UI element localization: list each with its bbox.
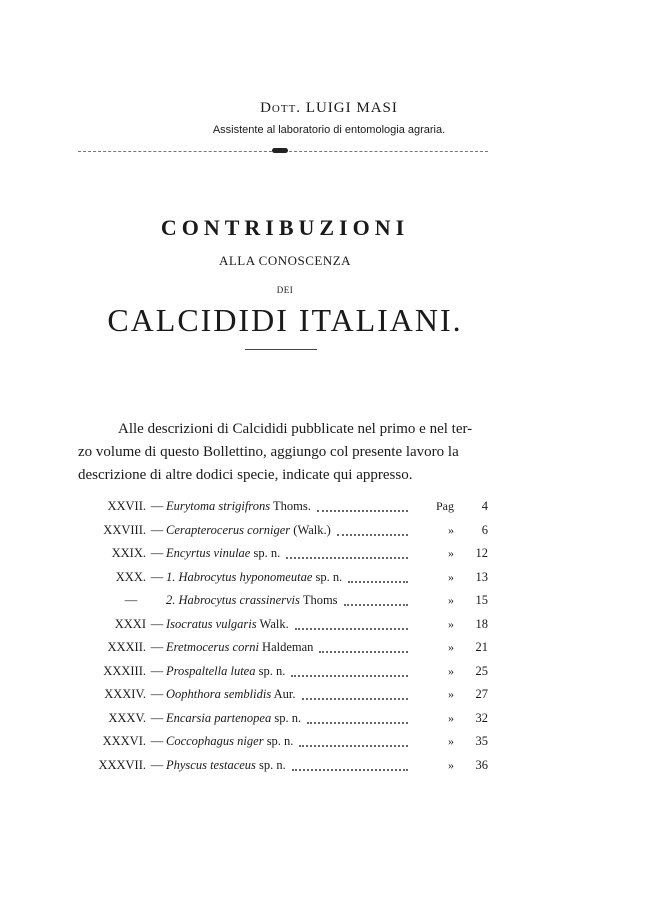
toc-entry	[78, 496, 488, 520]
toc-entry-dash: —	[124, 593, 138, 607]
toc-leader-dots	[302, 678, 408, 700]
toc-entry-author: sp. n.	[274, 710, 302, 725]
toc-entry-page: 36	[475, 757, 488, 772]
title-divider	[245, 349, 317, 350]
toc-entry-page-prefix: »	[448, 757, 454, 772]
toc-entry-author: (Walk.)	[293, 522, 331, 537]
toc-leader-dots	[292, 749, 408, 771]
toc-entry-species: Cerapterocerus corniger	[166, 522, 291, 537]
toc-entry-dash: —	[150, 757, 164, 772]
toc-entry-species: Coccophagus niger	[166, 734, 264, 748]
divider-ornament-icon	[272, 148, 288, 153]
toc-entry-author: sp. n.	[315, 569, 343, 584]
table-of-contents	[78, 496, 488, 778]
toc-entry-dash: —	[150, 569, 164, 584]
toc-entry-author: sp. n.	[266, 734, 294, 748]
toc-entry	[78, 614, 488, 638]
toc-leader-dots	[319, 631, 408, 653]
toc-entry-title	[166, 496, 311, 516]
toc-entry-species: Isocratus vulgaris	[166, 616, 257, 631]
toc-entry-author: Haldeman	[262, 640, 314, 654]
toc-entry-author: sp. n.	[258, 663, 286, 678]
toc-entry-dash: —	[150, 663, 164, 678]
toc-entry-species: 1. Habrocytus hyponomeutae	[166, 569, 313, 584]
toc-entry	[78, 661, 488, 685]
intro-paragraph	[78, 418, 486, 487]
toc-entry-page-prefix: »	[448, 640, 454, 654]
toc-leader-dots	[299, 725, 408, 747]
toc-entry-author: Thoms.	[272, 499, 311, 513]
toc-entry-page-prefix: »	[448, 734, 454, 748]
toc-entry	[78, 637, 488, 661]
toc-entry	[78, 590, 488, 614]
toc-entry-species: Physcus testaceus	[166, 757, 256, 772]
toc-entry-title	[166, 755, 286, 775]
toc-entry-dash: —	[150, 522, 164, 537]
toc-entry-species: Eurytoma strigifrons	[166, 499, 271, 513]
toc-entry-author: Thoms	[302, 593, 338, 607]
toc-entry-dash: —	[150, 616, 164, 631]
toc-entry-page: 12	[475, 546, 488, 560]
toc-leader-dots	[348, 561, 408, 583]
toc-entry-number: XXXIV.	[104, 687, 146, 701]
toc-entry-page-prefix: »	[448, 569, 454, 584]
author-line	[0, 100, 658, 117]
toc-leader-dots	[286, 537, 408, 559]
toc-entry-dash: —	[150, 546, 164, 560]
toc-entry	[78, 567, 488, 591]
toc-entry-page-prefix: Pag	[436, 499, 454, 513]
toc-entry-number: XXXI	[114, 616, 146, 631]
toc-entry-page-prefix: »	[448, 616, 454, 631]
toc-leader-dots	[337, 514, 408, 536]
toc-leader-dots	[291, 655, 408, 677]
main-title: CALCIDIDI ITALIANI.	[107, 302, 463, 338]
toc-entry-page: 27	[475, 687, 488, 701]
toc-entry-page-prefix: »	[448, 687, 454, 701]
toc-entry-author: sp. n.	[253, 546, 281, 560]
intro-line: zo volume di questo Bollettino, aggiungo col presente lavoro la	[78, 444, 459, 460]
toc-entry-page: 13	[475, 569, 488, 584]
intro-line: Alle descrizioni di Calcididi pubblicate nel primo e nel ter-	[118, 421, 473, 437]
toc-entry-title	[166, 614, 289, 634]
intro-line: descrizione di altre dodici specie, indicate qui appresso.	[78, 467, 413, 483]
toc-entry-number: XXXVI.	[102, 734, 146, 748]
toc-entry	[78, 708, 488, 732]
toc-entry-species: 2. Habrocytus crassinervis	[166, 593, 300, 607]
affiliation: Assistente al laboratorio di entomologia agraria.	[212, 124, 446, 136]
title-line-2: ALLA CONOSCENZA	[218, 253, 352, 268]
toc-entry-number: XXVII.	[107, 499, 146, 513]
toc-entry-page: 6	[481, 522, 488, 537]
toc-entry-number: XXX.	[115, 569, 146, 584]
toc-entry-page: 18	[475, 616, 488, 631]
toc-entry-title	[166, 543, 280, 563]
toc-entry-number: XXXVII.	[98, 757, 146, 772]
toc-entry-dash: —	[150, 687, 164, 701]
toc-entry	[78, 543, 488, 567]
toc-entry-dash: —	[150, 710, 164, 725]
toc-entry-species: Encarsia partenopea	[166, 710, 272, 725]
toc-entry-page-prefix: »	[448, 593, 454, 607]
toc-leader-dots	[317, 490, 408, 512]
toc-entry-number: XXXV.	[108, 710, 146, 725]
toc-entry-number: XXVIII.	[103, 522, 146, 537]
toc-entry-title	[166, 684, 296, 704]
toc-entry-page: 32	[475, 710, 488, 725]
toc-entry-number: XXXIII.	[103, 663, 146, 678]
toc-entry-page-prefix: »	[448, 710, 454, 725]
toc-entry-number: XXXII.	[107, 640, 146, 654]
toc-entry-page: 4	[481, 499, 488, 513]
toc-entry-page: 35	[475, 734, 488, 748]
toc-entry-author: Walk.	[259, 616, 289, 631]
toc-entry-page-prefix: »	[448, 522, 454, 537]
toc-leader-dots	[307, 702, 408, 724]
toc-entry-title	[166, 661, 285, 681]
toc-entry	[78, 731, 488, 755]
toc-entry-page-prefix: »	[448, 546, 454, 560]
toc-leader-dots	[295, 608, 408, 630]
toc-entry-title	[166, 731, 293, 751]
title-line-1: CONTRIBUZIONI	[160, 215, 410, 240]
toc-entry	[78, 520, 488, 544]
toc-entry-author: sp. n.	[259, 757, 286, 772]
toc-entry-dash: —	[150, 640, 164, 654]
toc-entry-page: 25	[475, 663, 488, 678]
title-line-3: DEI	[276, 285, 294, 295]
toc-entry-species: Prospaltella lutea	[166, 663, 256, 678]
toc-entry-page-prefix: »	[448, 663, 454, 678]
toc-leader-dots	[344, 584, 408, 606]
toc-entry-dash: —	[150, 734, 164, 748]
toc-entry	[78, 684, 488, 708]
toc-entry-page: 15	[475, 593, 488, 607]
toc-entry-number: XXIX.	[111, 546, 146, 560]
toc-entry	[78, 755, 488, 779]
toc-entry-author: Aur.	[273, 687, 296, 701]
toc-entry-dash: —	[150, 499, 164, 513]
toc-entry-species: Encyrtus vinulae	[166, 546, 251, 560]
toc-entry-species: Oophthora semblidis	[166, 687, 272, 701]
toc-entry-title	[166, 567, 342, 587]
toc-entry-page: 21	[475, 640, 488, 654]
author-name: LUIGI MASI	[305, 100, 398, 116]
toc-entry-species: Eretmocerus corni	[166, 640, 259, 654]
toc-entry-title	[166, 708, 301, 728]
author-prefix: Dott.	[260, 100, 302, 116]
